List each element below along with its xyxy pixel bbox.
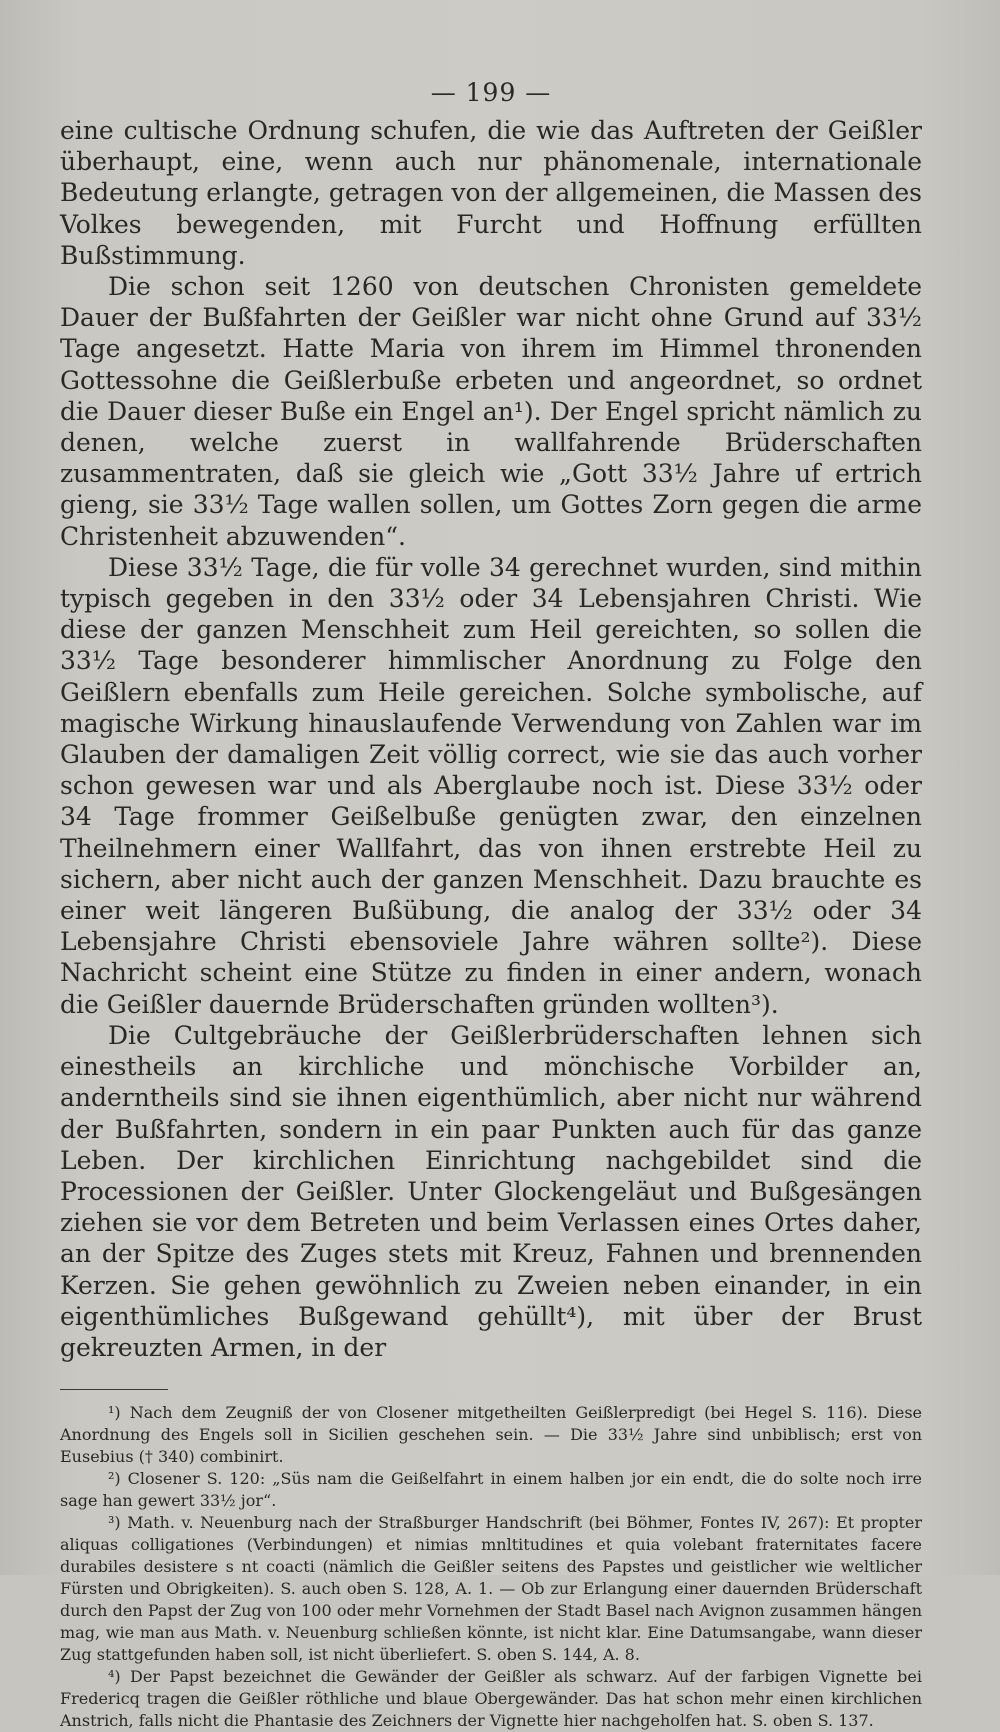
footnote: ¹) Nach dem Zeugniß der von Closener mitgetheilten Geißlerpredigt (bei Hegel S. 116). Diese Anordnung des Engels soll in Sicilien geschehen sein. — Die 33½ Jahre sind unbiblisch; erst von Eusebius († 340) combinirt. (60, 1403, 922, 1467)
main-text (60, 115, 922, 1363)
footnote: ³) Math. v. Neuenburg nach der Straßburger Handschrift (bei Böhmer, Fontes IV, 267): Et propter aliquas colligationes (Verbindungen) et nimias mnltitudines et quia volebant fraternitates facere durabiles desistere s nt coacti (nämlich die Geißler seitens des Papstes und geistlicher wie weltlicher Fürsten und Obrigkeiten). S. auch oben S. 128, A. 1. — Ob zur Erlangung einer dauernden Brüderschaft durch den Papst der Zug von 100 oder mehr Vornehmen der Stadt Basel nach Avignon zusammen hängen mag, wie man aus Math. v. Neuenburg schließen könnte, ist nicht klar. Eine Datumsangabe, wann dieser Zug stattgefunden haben soll, ist nicht überliefert. S. oben S. 144, A. 8. (60, 1513, 922, 1665)
footnotes (60, 1402, 922, 1732)
paragraph: Diese 33½ Tage, die für volle 34 gerechnet wurden, sind mithin typisch gegeben in den 33½ oder 34 Lebensjahren Christi. Wie diese der ganzen Menschheit zum Heil gereichten, so sollen die 33½ Tage besonderer himmlischer Anordnung zu Folge den Geißlern ebenfalls zum Heile gereichen. Solche symbolische, auf magische Wirkung hinauslaufende Verwendung von Zahlen war im Glauben der damaligen Zeit völlig correct, wie sie das auch vorher schon gewesen war und als Aberglaube noch ist. Diese 33½ oder 34 Tage frommer Geißelbuße genügten zwar, den einzelnen Theilnehmern einer Wallfahrt, das von ihnen erstrebte Heil zu sichern, aber nicht auch der ganzen Menschheit. Dazu brauchte es einer weit längeren Bußübung, die analog der 33½ oder 34 Lebensjahre Christi ebensoviele Jahre währen sollte²). Diese Nachricht scheint eine Stütze zu finden in einer andern, wonach die Geißler dauernde Brüderschaften gründen wollten³). (60, 552, 922, 1019)
footnote-divider (60, 1389, 168, 1390)
paragraph: eine cultische Ordnung schufen, die wie das Auftreten der Geißler überhaupt, eine, wenn auch nur phänomenale, internationale Bedeutung erlangte, getragen von der allgemeinen, die Massen des Volkes bewegenden, mit Furcht und Hoffnung erfüllten Bußstimmung. (60, 116, 922, 270)
footnote: ²) Closener S. 120: „Süs nam die Geißelfahrt in einem halben jor ein endt, die do solte noch irre sage han gewert 33½ jor“. (60, 1469, 922, 1511)
paragraph: Die schon seit 1260 von deutschen Chronisten gemeldete Dauer der Bußfahrten der Geißler war nicht ohne Grund auf 33½ Tage angesetzt. Hatte Maria von ihrem im Himmel thronenden Gottessohne die Geißlerbuße erbeten und angeordnet, so ordnet die Dauer dieser Buße ein Engel an¹). Der Engel spricht nämlich zu denen, welche zuerst in wallfahrende Brüderschaften zusammentraten, daß sie gleich wie „Gott 33½ Jahre uf ertrich gieng, sie 33½ Tage wallen sollen, um Gottes Zorn gegen die arme Christenheit abzuwenden“. (60, 272, 922, 551)
page-number: — 199 — (430, 78, 552, 107)
footnote: ⁴) Der Papst bezeichnet die Gewänder der Geißler als schwarz. Auf der farbigen Vignette bei Fredericq tragen die Geißler röthliche und blaue Obergewänder. Das hat schon mehr einen kirchlichen Anstrich, falls nicht die Phantasie des Zeichners der Vignette hier nachgeholfen hat. S. oben S. 137. (60, 1667, 922, 1731)
paragraph: Die Cultgebräuche der Geißlerbrüderschaften lehnen sich einestheils an kirchliche und mönchische Vorbilder an, anderntheils sind sie ihnen eigenthümlich, aber nicht nur während der Bußfahrten, sondern in ein paar Punkten auch für das ganze Leben. Der kirchlichen Einrichtung nachgebildet sind die Processionen der Geißler. Unter Glockengeläut und Bußgesängen ziehen sie vor dem Betreten und beim Verlassen eines Ortes daher, an der Spitze des Zuges stets mit Kreuz, Fahnen und brennenden Kerzen. Sie gehen gewöhnlich zu Zweien neben einander, in ein eigenthümliches Bußgewand gehüllt⁴), mit über der Brust gekreuzten Armen, in der (60, 1020, 922, 1362)
